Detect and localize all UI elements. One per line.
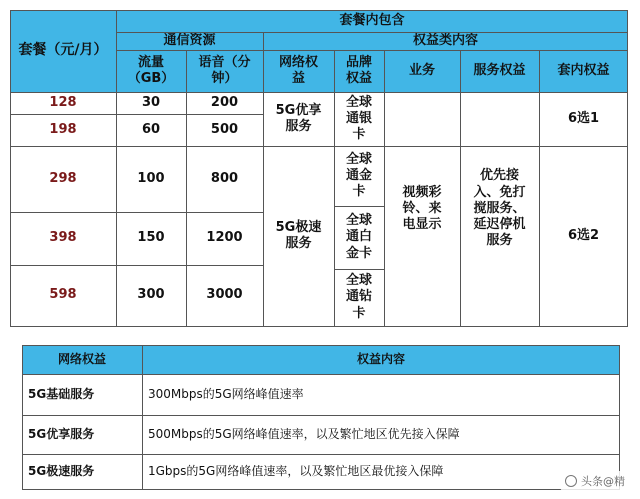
rights-description: 500Mbps的5G网络峰值速率，以及繁忙地区优先接入保障 — [148, 427, 460, 441]
header-rights-group: 权益类内容 — [263, 32, 628, 50]
header-title: 套餐内包含 — [116, 10, 628, 32]
business-content: 视频彩铃、来电显示 — [402, 184, 442, 233]
grid-line — [10, 146, 628, 147]
brand-gold-card: 全球通金卡 — [345, 151, 372, 200]
brand-silver-card: 全球通银卡 — [345, 94, 372, 143]
grid-line — [10, 92, 628, 93]
table-border — [22, 345, 23, 490]
header-service: 服务权益 — [460, 50, 539, 92]
service-rights: 优先接入、免打搅服务、延迟停机服务 — [473, 168, 526, 249]
price-cell: 398 — [49, 230, 77, 246]
table-border — [619, 345, 620, 490]
grid-line — [22, 415, 620, 416]
price-cell: 128 — [49, 94, 77, 110]
header-voice: 语音（分钟） — [186, 50, 263, 92]
grid-line — [116, 32, 628, 33]
grid-line — [334, 269, 384, 270]
rights-name: 5G极速服务 — [28, 464, 95, 478]
rights-name: 5G优享服务 — [28, 427, 95, 441]
voice-cell: 1200 — [206, 230, 243, 246]
data-cell: 60 — [141, 121, 161, 137]
header-plan: 套餐（元/月） — [10, 10, 116, 92]
grid-line — [539, 50, 540, 326]
grid-line — [334, 206, 384, 207]
inner-rights-choose-2: 6选2 — [567, 227, 600, 243]
voice-cell: 200 — [210, 94, 239, 110]
header-inner: 套内权益 — [539, 50, 628, 92]
table-border — [10, 326, 628, 327]
voice-cell: 800 — [210, 170, 239, 186]
grid-line — [142, 345, 143, 490]
header-network-rights: 网络权益 — [22, 345, 142, 374]
grid-line — [263, 32, 264, 326]
brand-platinum-card: 全球通白金卡 — [345, 213, 372, 261]
price-cell: 598 — [49, 287, 77, 303]
header-business: 业务 — [384, 50, 460, 92]
table-border — [627, 10, 628, 326]
table-border — [10, 10, 628, 11]
grid-line — [384, 50, 385, 326]
header-comm-group: 通信资源 — [116, 32, 263, 50]
table-border — [22, 489, 620, 490]
grid-line — [10, 212, 263, 213]
table-border — [10, 10, 11, 326]
inner-rights-choose-1: 6选1 — [567, 110, 600, 126]
grid-line — [10, 114, 263, 115]
network-rights-extreme: 5G极速服务 — [275, 219, 322, 251]
watermark: 头条@精 — [560, 471, 630, 491]
data-cell: 30 — [141, 94, 161, 110]
price-cell: 298 — [49, 170, 77, 186]
grid-line — [334, 50, 335, 326]
grid-line — [460, 50, 461, 326]
headline-logo-icon — [565, 475, 577, 487]
voice-cell: 500 — [210, 121, 239, 137]
rights-description: 1Gbps的5G网络峰值速率，以及繁忙地区最优接入保障 — [148, 464, 444, 478]
grid-line — [22, 454, 620, 455]
data-cell: 150 — [137, 230, 165, 246]
network-rights-premium: 5G优享服务 — [275, 102, 322, 134]
table-border — [22, 345, 620, 346]
grid-line — [10, 265, 263, 266]
grid-line — [116, 50, 628, 51]
data-cell: 100 — [137, 170, 165, 186]
rights-name: 5G基础服务 — [28, 387, 95, 401]
grid-line — [186, 50, 187, 326]
grid-line — [116, 10, 117, 326]
grid-line — [22, 374, 620, 375]
voice-cell: 3000 — [206, 287, 243, 303]
rights-description: 300Mbps的5G网络峰值速率 — [148, 387, 304, 401]
header-rights-content: 权益内容 — [142, 345, 620, 374]
brand-diamond-card: 全球通钻卡 — [345, 273, 372, 321]
price-cell: 198 — [49, 121, 77, 137]
header-data: 流量（GB） — [116, 50, 186, 92]
header-brand: 品牌权益 — [334, 50, 384, 92]
data-cell: 300 — [137, 287, 165, 303]
header-network: 网络权益 — [263, 50, 334, 92]
